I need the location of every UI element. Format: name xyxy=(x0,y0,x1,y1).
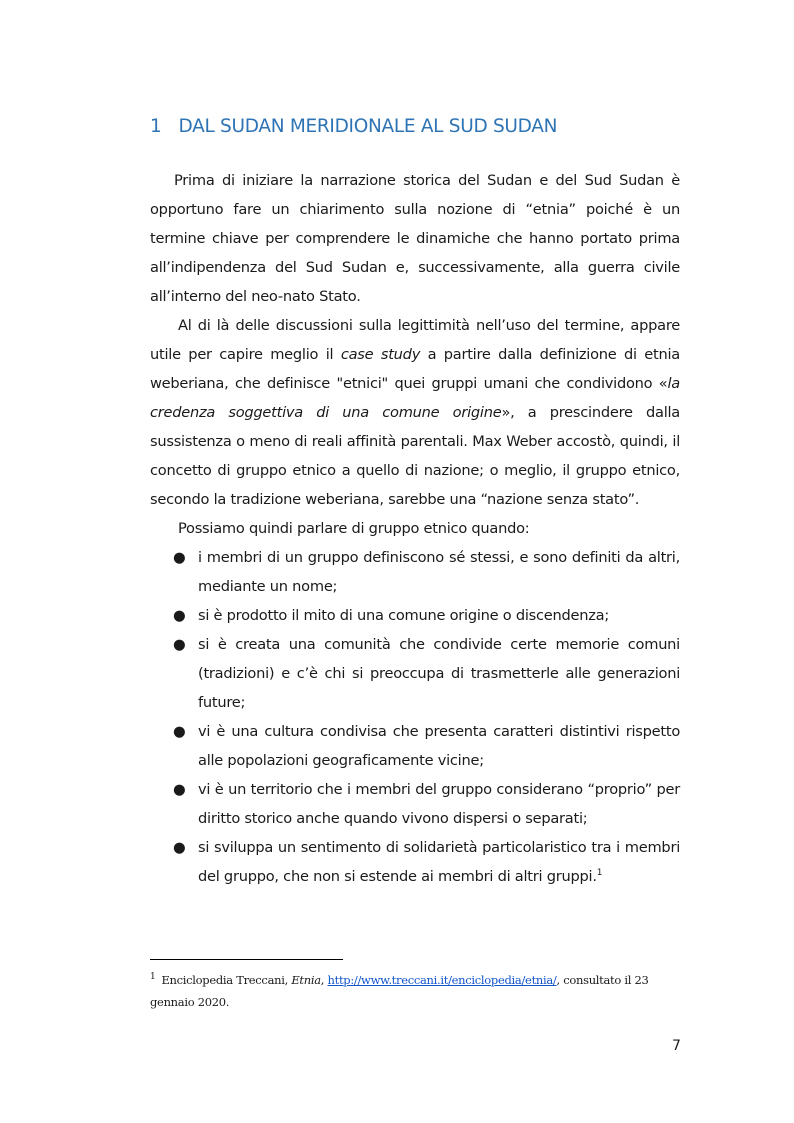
footnote-title: Etnia xyxy=(291,973,321,987)
footnote-tail: , consultato il 23 gennaio 2020. xyxy=(150,973,649,1009)
footnote xyxy=(150,969,680,1013)
bullet-icon: ● xyxy=(173,636,186,653)
footnote-link[interactable]: http://www.treccani.it/enciclopedia/etnia/ xyxy=(327,973,557,987)
bullet-icon: ● xyxy=(173,781,186,798)
list-item xyxy=(150,833,680,891)
footnote-number: 1 xyxy=(150,972,156,982)
list-item xyxy=(150,601,680,630)
ethnic-group-criteria-list xyxy=(150,543,680,891)
weber-text-2: a partire dalla definizione di etnia weberiana, che definisce "etnici" quei gruppi umani che condividono « xyxy=(150,346,680,392)
weber-text-3: », a prescindere dalla sussistenza o meno di reali affinità parentali. Max Weber accostò, quindi, il concetto di gruppo etnico a quello di nazione; o meglio, il gruppo etnico, secondo la tradizione weberiana, sarebbe una “nazione senza stato”. xyxy=(150,404,680,508)
case-study-term: case study xyxy=(340,346,421,363)
weber-text-1: Al di là delle discussioni sulla legittimità nell’uso del termine, appare utile per capire meglio il xyxy=(150,317,680,363)
bullet-icon: ● xyxy=(173,839,186,856)
page-number: 7 xyxy=(672,1038,681,1054)
bullet-icon: ● xyxy=(173,549,186,566)
weber-quote: la credenza soggettiva di una comune origine xyxy=(150,375,680,421)
paragraph-list-intro: Possiamo quindi parlare di gruppo etnico quando: xyxy=(178,520,530,537)
paragraph-weber xyxy=(150,311,680,514)
footnote-separator-text: , xyxy=(320,973,328,987)
list-item-text: si è creata una comunità che condivide certe memorie comuni (tradizioni) e c’è chi si preoccupa di trasmetterle alle generazioni future; xyxy=(198,636,680,711)
list-item-text: si sviluppa un sentimento di solidarietà particolaristico tra i membri del gruppo, che non si estende ai membri di altri gruppi. xyxy=(198,839,680,885)
list-item xyxy=(150,775,680,833)
chapter-number: 1 xyxy=(150,116,162,137)
footnote-separator xyxy=(150,959,343,960)
chapter-title: DAL SUDAN MERIDIONALE AL SUD SUDAN xyxy=(178,116,558,137)
footnote-source: Enciclopedia Treccani, xyxy=(161,973,292,987)
chapter-heading xyxy=(150,116,557,137)
list-item xyxy=(150,717,680,775)
list-item-text: i membri di un gruppo definiscono sé stessi, e sono definiti da altri, mediante un nome; xyxy=(198,549,680,595)
body-text xyxy=(150,166,680,891)
list-item-text: si è prodotto il mito di una comune origine o discendenza; xyxy=(198,607,610,624)
bullet-icon: ● xyxy=(173,607,186,624)
footnote-reference[interactable]: 1 xyxy=(596,868,603,878)
paragraph-intro: Prima di iniziare la narrazione storica del Sudan e del Sud Sudan è opportuno fare un chiarimento sulla nozione di “etnia” poiché è un termine chiave per comprendere le dinamiche che hanno portato prima all’indipendenza del Sud Sudan e, successivamente, alla guerra civile all’interno del neo-nato Stato. xyxy=(150,172,680,305)
list-item-text: vi è un territorio che i membri del gruppo considerano “proprio” per diritto storico anche quando vivono dispersi o separati; xyxy=(198,781,680,827)
list-item xyxy=(150,543,680,601)
list-item xyxy=(150,630,680,717)
list-item-text: vi è una cultura condivisa che presenta caratteri distintivi rispetto alle popolazioni geograficamente vicine; xyxy=(198,723,680,769)
bullet-icon: ● xyxy=(173,723,186,740)
